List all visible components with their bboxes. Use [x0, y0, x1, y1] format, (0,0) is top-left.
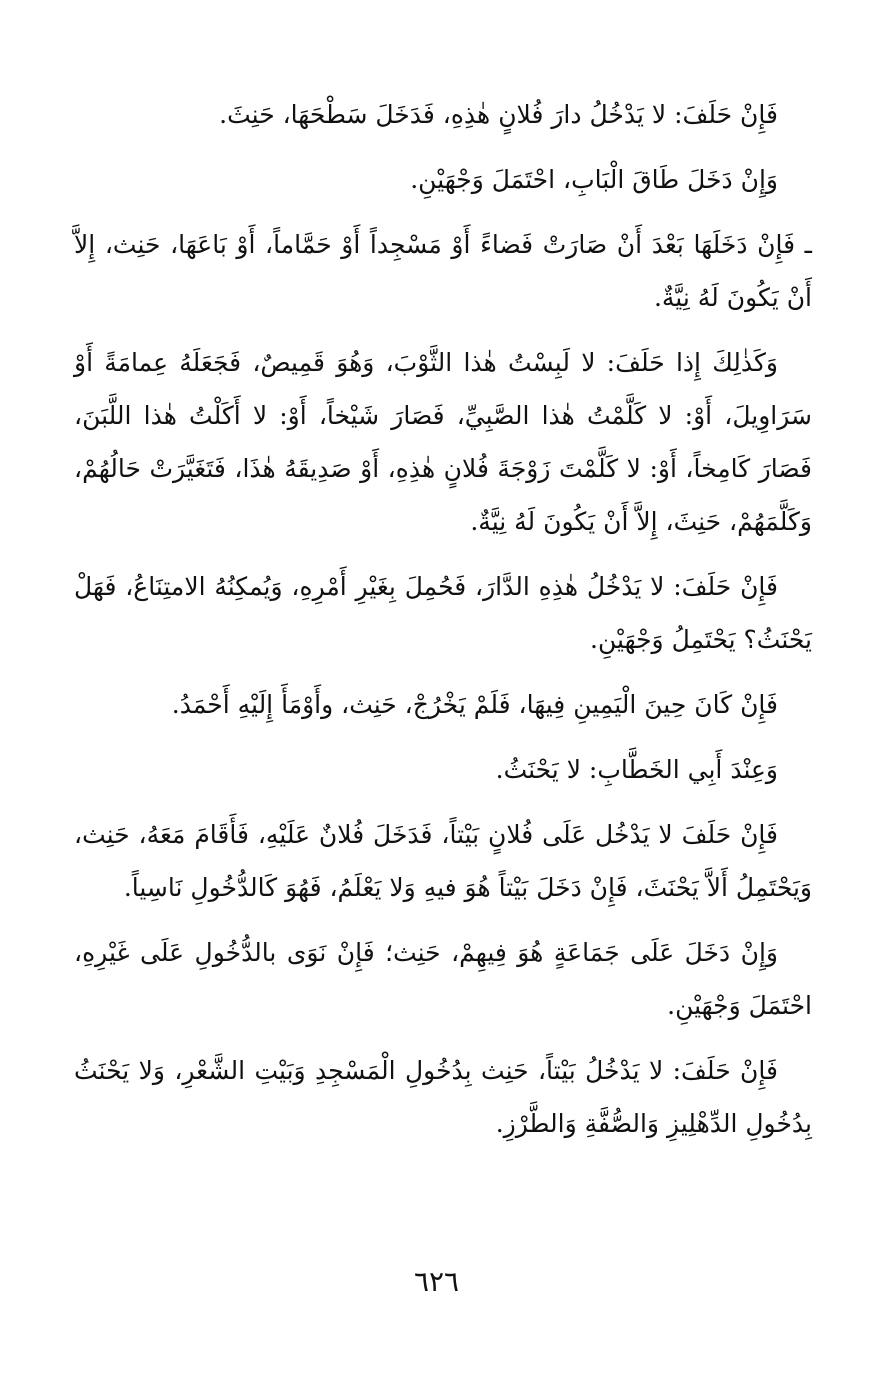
paragraph-1: فَإِنْ حَلَفَ: لا يَدْخُلُ دارَ فُلانٍ هٰذِهِ، فَدَخَلَ سَطْحَهَا، حَنِثَ.	[219, 100, 778, 129]
paragraph-7: وَعِنْدَ أَبِي الخَطَّابِ: لا يَحْنَثُ.	[495, 755, 778, 784]
paragraph-9: وَإِنْ دَخَلَ عَلَى جَمَاعَةٍ هُوَ فِيهِمْ، حَنِث؛ فَإِنْ نَوَى بالدُّخُولِ عَلَى غَيْرِهِ، احْتَمَلَ وَجْهَيْنِ.	[74, 938, 812, 1020]
paragraph-2: وَإِنْ دَخَلَ طَاقَ الْبَابِ، احْتَمَلَ وَجْهَيْنِ.	[410, 165, 778, 194]
paragraph-10: فَإِنْ حَلَفَ: لا يَدْخُلُ بَيْتاً، حَنِث بِدُخُولِ الْمَسْجِدِ وَبَيْتِ الشَّعْرِ، وَلا يَحْنَثُ بِدُخُولِ الدِّهْلِيزِ وَالصُّفَّةِ وَالطَّرْزِ.	[74, 1056, 812, 1138]
page-number: ٦٢٦	[413, 1265, 460, 1298]
paragraph-6: فَإِنْ كَانَ حِينَ الْيَمِينِ فِيهَا، فَلَمْ يَخْرُجْ، حَنِث، وأَوْمَأَ إِلَيْهِ أَحْمَدُ.	[171, 690, 778, 719]
paragraph-8: فَإِنْ حَلَفَ لا يَدْخُل عَلَى فُلانٍ بَيْتاً، فَدَخَلَ فُلانٌ عَلَيْهِ، فَأَقَامَ مَعَهُ، حَنِث، وَيَحْتَمِلُ أَلاَّ يَحْنَثَ، فَإِنْ دَخَلَ بَيْتاً هُوَ فيهِ وَلا يَعْلَمُ، فَهُوَ كَالدُّخُولِ نَاسِياً.	[74, 820, 812, 902]
paragraph-5: فَإِنْ حَلَفَ: لا يَدْخُلُ هٰذِهِ الدَّارَ، فَحُمِلَ بِغَيْرِ أَمْرِهِ، وَيُمكِنُهُ الامتِنَاعُ، فَهَلْ يَحْنَثُ؟ يَحْتَمِلُ وَجْهَيْنِ.	[74, 572, 812, 654]
paragraph-4: وَكَذٰلِكَ إِذا حَلَفَ: لا لَبِسْتُ هٰذا الثَّوْبَ، وَهُوَ قَمِيصٌ، فَجَعَلَهُ عِمامَةً أَوْ سَرَاوِيلَ، أَوْ: لا كَلَّمْتُ هٰذا الصَّبِيِّ، فَصَارَ شَيْخاً، أَوْ: لا أَكَلْتُ هٰذا اللَّبَنَ، فَصَارَ كَامِخاً، أَوْ: لا كَلَّمْتَ زَوْجَةَ فُلانٍ هٰذِهِ، أَوْ صَدِيقَهُ هٰذَا، فَتَغَيَّرَتْ حَالُهُمْ، وَكَلَّمَهُمْ، حَنِثَ، إِلاَّ أَنْ يَكُونَ لَهُ نِيَّةٌ.	[74, 348, 812, 536]
paragraph-3: ـ فَإِنْ دَخَلَهَا بَعْدَ أَنْ صَارَتْ فَضاءً أَوْ مَسْجِداً أَوْ حَمَّاماً، أَوْ بَاعَهَا، حَنِث، إِلاَّ أَنْ يَكُونَ لَهُ نِيَّةٌ.	[74, 230, 812, 312]
page-body	[74, 88, 812, 1162]
